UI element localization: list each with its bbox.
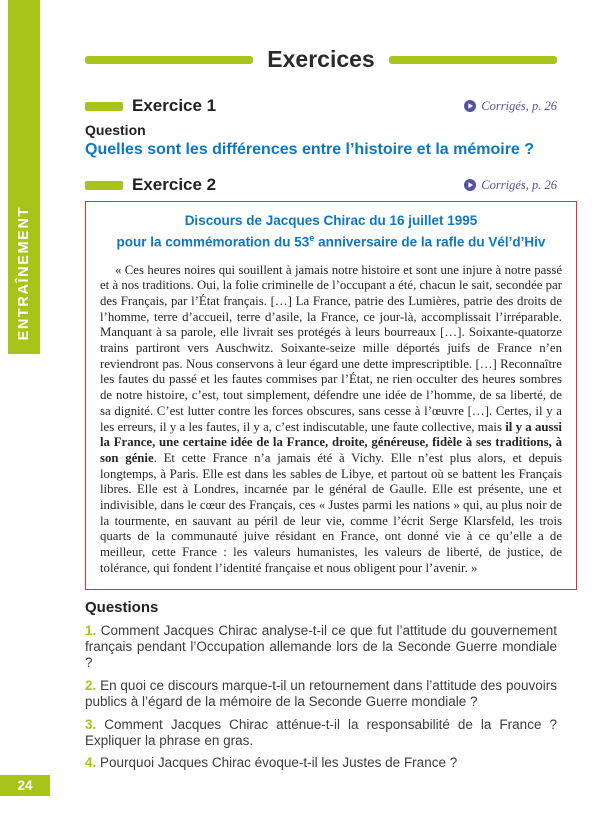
exercise1-title: Exercice 1 (132, 96, 217, 115)
questions-heading: Questions (85, 598, 159, 616)
exercise2-header (85, 175, 557, 195)
doc-title-superscript: e (309, 232, 315, 243)
question-item-3 (85, 717, 557, 750)
exercise1-question-text: Quelles sont les différences entre l’histoire et la mémoire ? (85, 141, 535, 158)
page-number-badge (0, 775, 50, 796)
section-title-row (85, 46, 557, 73)
play-icon (464, 179, 476, 191)
exercise2-bullet-bar (85, 181, 123, 190)
title-right-bar (389, 56, 557, 64)
quote-part1: « Ces heures noires qui souillent à jamais notre histoire et sont une injure à notre passé et à nos traditions. Oui, la folie criminelle de l’occupant a été, chacun le sait, secondée par des Français, par l’État français. […] La France, patrie des Lumières, patrie des droits de l’homme, terre d’accueil, terre d’asile, la France, ce jour-là, accomplissait l’irréparable. Manquant à sa parole, elle livrait ses protégés à leurs bourreaux […]. Soixante-quatorze trains partiront vers Auschwitz. Soixante-seize mille déportés juifs de France n’en reviendront pas. Nous conservons à leur égard une dette imprescriptible. […] Reconnaître les fautes du passé et les fautes commises par l’État, ne rien occulter des heures sombres de notre histoire, c’est, tout simplement, défendre une idée de l’homme, de sa liberté, de sa dignité. C’est lutter contre les forces obscures, sans cesse à l’œuvre […]. Certes, il y a les erreurs, il y a les fautes, il y a, c’est indiscutable, une faute collective, mais (100, 262, 562, 434)
page-number: 24 (17, 778, 33, 793)
chapter-tab (8, 0, 40, 354)
exercise2-corriges-link[interactable] (464, 178, 557, 193)
question-number: 2. (85, 677, 97, 693)
question-number: 4. (85, 755, 97, 771)
exercise1-question-label: Question (85, 122, 146, 138)
quote-bold-passage: il y a aussi la France, une certaine idée de la France, droite, généreuse, fidèle à ses traditions, à son génie (100, 419, 562, 465)
question-item-1 (85, 623, 557, 672)
speech-document-title (100, 213, 562, 251)
section-title: Exercices (267, 46, 375, 72)
corriges-label: Corrigés, p. 26 (481, 177, 557, 192)
doc-title-line1: Discours de Jacques Chirac du 16 juillet 1995 (184, 213, 478, 228)
question-item-2 (85, 678, 557, 711)
corriges-label: Corrigés, p. 26 (481, 98, 557, 113)
question-text: Comment Jacques Chirac analyse-t-il ce que fut l’attitude du gouvernement français pendant l’Occupation allemande lors de la Seconde Guerre mondiale ? (85, 622, 557, 671)
question-text: Comment Jacques Chirac atténue-t-il la responsabilité de la France ? Expliquer la phrase en gras. (85, 716, 557, 748)
title-left-bar (85, 56, 253, 64)
question-text: Pourquoi Jacques Chirac évoque-t-il les Justes de France ? (100, 755, 458, 771)
exercise2-title: Exercice 2 (132, 175, 217, 194)
chapter-tab-label: ENTRAÎNEMENT (16, 205, 32, 340)
question-number: 3. (85, 716, 97, 732)
speech-document-box (85, 201, 577, 590)
doc-title-line2-post: anniversaire de la rafle du Vél’d’Hiv (314, 234, 546, 249)
speech-quote (100, 263, 562, 577)
exercise1-header (85, 96, 557, 116)
question-number: 1. (85, 622, 97, 638)
main-content (85, 46, 562, 778)
doc-title-line2-pre: pour la commémoration du 53 (116, 234, 310, 249)
question-text: En quoi ce discours marque-t-il un retournement dans l’attitude des pouvoirs publics à l’égard de la mémoire de la Seconde Guerre mondiale ? (85, 677, 557, 710)
exercise1-bullet-bar (85, 102, 123, 111)
exercise1-corriges-link[interactable] (464, 99, 557, 114)
quote-part2: . Et cette France n’a jamais été à Vichy. Elle n’est plus alors, et depuis longtemps, à Paris. Elle est dans les sables de Libye, et partout où se battent les Français libres. Elle est à Londres, incarnée par le général de Gaulle. Elle est présente, une et indivisible, dans le cœur des Français, ces « Justes parmi les nations » qui, au plus noir de la tourmente, en sauvant au péril de leur vie, comme l’écrit Serge Klarsfeld, les trois quarts de la communauté juive résidant en France, ont donné vie à ce qu’elle a de meilleur, cette France : les valeurs humanistes, les valeurs de liberté, de justice, de tolérance, qui fondent l’identité française et nous obligent pour l’avenir. » (100, 450, 562, 575)
play-icon (464, 100, 476, 112)
question-item-4 (85, 755, 557, 771)
